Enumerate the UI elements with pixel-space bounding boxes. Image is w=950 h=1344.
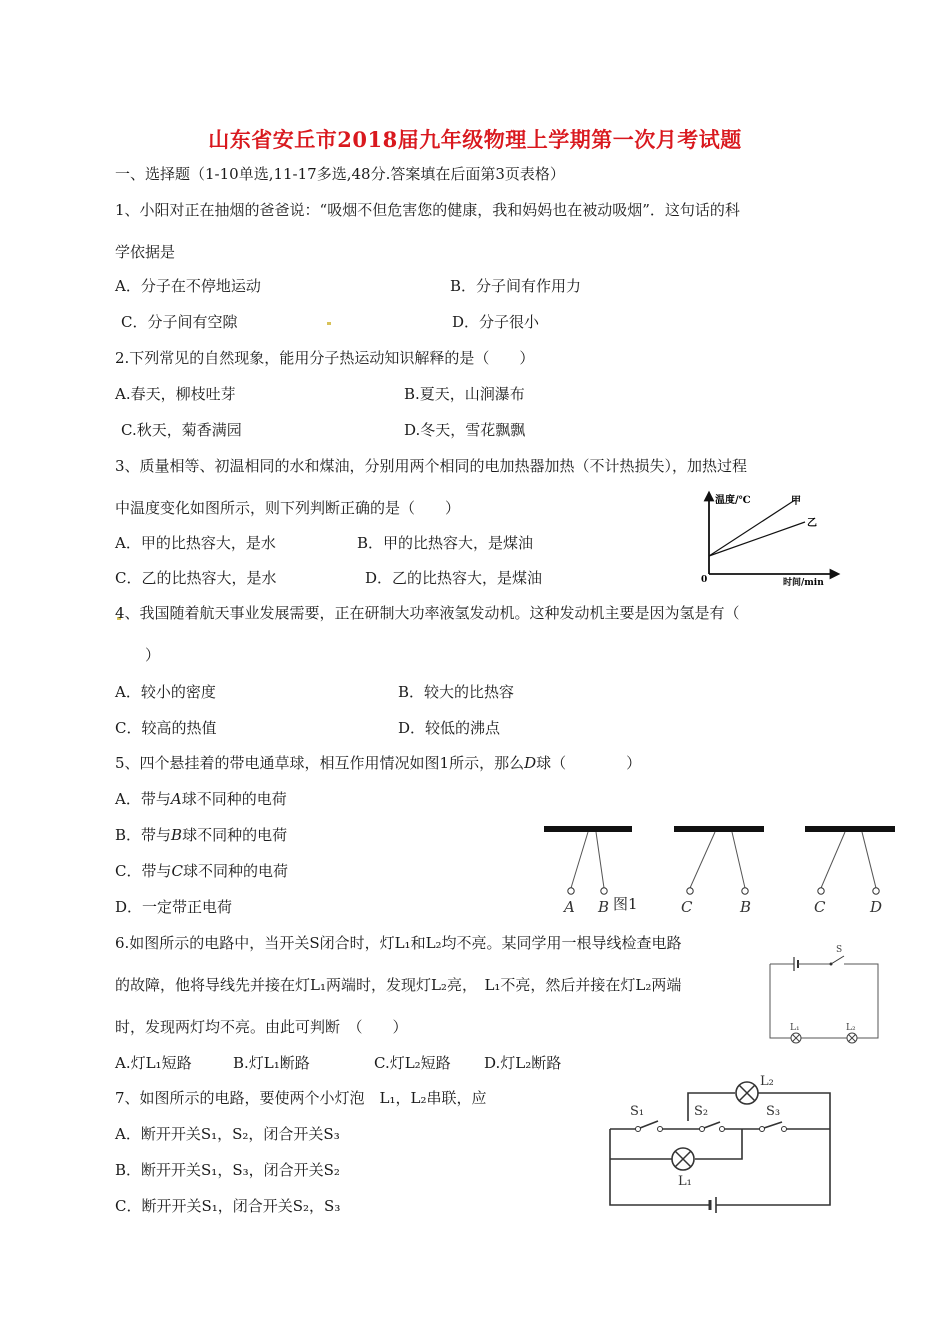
lamp1-label: L₁ <box>790 1023 800 1033</box>
switch-s1-icon <box>658 1127 663 1132</box>
q3-option-c: C．乙的比热容大，是水 <box>115 569 277 587</box>
q5-c-var: C <box>171 862 183 880</box>
q6-stem-line1: 6.如图所示的电路中，当开关S闭合时，灯L₁和L₂均不亮。某同学用一根导线检查电路 <box>115 934 682 952</box>
q1-option-b: B．分子间有作用力 <box>450 277 582 295</box>
q6-option-a: A.灯L₁短路 <box>115 1054 192 1072</box>
q5-stem-var: D <box>524 754 537 772</box>
ball-label: D <box>870 898 883 916</box>
figure-caption: 图1 <box>613 895 638 913</box>
q2-option-b: B.夏天，山涧瀑布 <box>404 385 525 403</box>
switch-s1-icon <box>640 1121 658 1128</box>
q6-option-c: C.灯L₂短路 <box>374 1054 451 1072</box>
ball-a <box>568 888 574 894</box>
switch-s3-label: S₃ <box>766 1104 781 1119</box>
line-jia <box>709 500 795 556</box>
switch-s1-label: S₁ <box>630 1104 645 1119</box>
ball-b <box>601 888 607 894</box>
ball-b <box>742 888 748 894</box>
q5-a-post: 球不同种的电荷 <box>181 790 287 808</box>
speck <box>327 322 331 325</box>
q5-b-var: B <box>171 826 183 844</box>
ball-label: B <box>598 898 610 916</box>
q1-option-a: A．分子在不停地运动 <box>115 277 261 295</box>
q3-option-a: A．甲的比热容大，是水 <box>115 534 276 552</box>
ball-label: B <box>740 898 752 916</box>
line-jia-label: 甲 <box>791 496 801 507</box>
ball-label: A <box>564 898 575 916</box>
q1-option-d: D．分子很小 <box>452 313 540 331</box>
q4-stem-line2: ） <box>145 646 161 664</box>
q5-b-pre: B．带与 <box>115 826 172 844</box>
q1-stem-line1: 1、小阳对正在抽烟的爸爸说：“吸烟不但危害您的健康，我和妈妈也在被动吸烟”．这句话的科 <box>115 201 740 219</box>
section-heading: 一、选择题（1-10单选,11-17多选,48分.答案填在后面第3页表格） <box>115 165 565 183</box>
q6-option-d: D.灯L₂断路 <box>484 1054 562 1072</box>
q5-c-pre: C．带与 <box>115 862 172 880</box>
ball-label: C <box>681 898 693 916</box>
thread <box>821 832 845 888</box>
wire <box>695 1129 742 1159</box>
y-axis-label: 温度/℃ <box>715 495 751 506</box>
x-axis-label: 时间/min <box>783 578 824 588</box>
q5-stem-pre: 5、四个悬挂着的带电通草球，相互作用情况如图1所示，那么 <box>115 754 525 772</box>
q3-stem-line1: 3、质量相等、初温相同的水和煤油，分别用两个相同的电加热器加热（不计热损失），加热过程 <box>115 457 748 475</box>
q5-option-d: D．一定带正电荷 <box>115 898 233 916</box>
q2-option-a: A.春天，柳枝吐芽 <box>115 385 236 403</box>
q4-option-c: C．较高的热值 <box>115 719 217 737</box>
q2-option-d: D.冬天，雪花飘飘 <box>404 421 526 439</box>
switch-s3-icon <box>782 1127 787 1132</box>
thread <box>596 832 604 888</box>
page-title: 山东省安丘市2018届九年级物理上学期第一次月考试题 <box>208 127 742 152</box>
origin-label: 0 <box>701 575 708 585</box>
q7-circuit-diagram <box>600 1063 840 1213</box>
q3-option-d: D．乙的比热容大，是煤油 <box>365 569 543 587</box>
q5-c-post: 球不同种的电荷 <box>182 862 288 880</box>
switch-s2-icon <box>704 1122 720 1128</box>
q5-option-a <box>115 789 287 809</box>
switch-label: S <box>836 945 843 955</box>
q5-b-post: 球不同种的电荷 <box>182 826 288 844</box>
support-bar <box>805 826 895 832</box>
q6-circuit-diagram <box>760 940 885 1050</box>
line-yi-label: 乙 <box>807 518 817 529</box>
thread <box>690 832 715 888</box>
q3-option-b: B．甲的比热容大，是煤油 <box>357 534 534 552</box>
temperature-time-graph <box>695 488 845 588</box>
switch-s2-icon <box>720 1127 725 1132</box>
support-bar <box>674 826 764 832</box>
q7-option-c: C．断开开关S₁，闭合开关S₂，S₃ <box>115 1197 341 1215</box>
q5-a-pre: A．带与 <box>115 790 171 808</box>
q4-option-d: D．较低的沸点 <box>398 719 501 737</box>
line-yi <box>709 522 805 556</box>
q4-stem-line1: 4、我国随着航天事业发展需要，正在研制大功率液氢发动机。这种发动机主要是因为氢是有（ <box>115 604 740 622</box>
q7-option-b: B．断开开关S₁，S₃，闭合开关S₂ <box>115 1161 340 1179</box>
q7-stem: 7、如图所示的电路，要使两个小灯泡 L₁，L₂串联，应 <box>115 1089 487 1107</box>
q1-option-c: C．分子间有空隙 <box>121 313 238 331</box>
q6-option-b: B.灯L₁断路 <box>233 1054 310 1072</box>
thread <box>571 832 588 888</box>
q5-option-c <box>115 861 288 881</box>
ball-label: C <box>814 898 826 916</box>
wire <box>610 1129 710 1205</box>
q5-stem-post: 球（ ） <box>536 754 642 772</box>
lamp1-label: L₁ <box>678 1174 692 1189</box>
q2-stem: 2.下列常见的自然现象，能用分子热运动知识解释的是（ ） <box>115 349 535 367</box>
thread <box>862 832 876 888</box>
ball-c <box>687 888 693 894</box>
switch-s3-icon <box>760 1127 765 1132</box>
q4-option-b: B．较大的比热容 <box>398 683 515 701</box>
q5-a-var: A <box>170 790 182 808</box>
q5-option-b <box>115 825 287 845</box>
ball-d <box>873 888 879 894</box>
ball-c <box>818 888 824 894</box>
thread <box>732 832 745 888</box>
q5-stem <box>115 753 641 773</box>
lamp2-label: L₂ <box>760 1074 774 1089</box>
q3-stem-line2: 中温度变化如图所示，则下列判断正确的是（ ） <box>115 499 461 517</box>
hanging-balls-figure <box>540 820 900 920</box>
wire <box>770 964 878 1038</box>
switch-s2-label: S₂ <box>694 1104 709 1119</box>
lamp2-label: L₂ <box>846 1023 856 1033</box>
q2-option-c: C.秋天，菊香满园 <box>121 421 242 439</box>
switch-icon <box>831 956 844 964</box>
q6-stem-line2: 的故障，他将导线先并接在灯L₁两端时，发现灯L₂亮， L₁不亮，然后并接在灯L₂两端 <box>115 976 682 994</box>
q7-option-a: A．断开开关S₁，S₂，闭合开关S₃ <box>115 1125 340 1143</box>
support-bar <box>544 826 632 832</box>
switch-s3-icon <box>764 1122 782 1128</box>
q4-option-a: A．较小的密度 <box>115 683 216 701</box>
q6-stem-line3: 时，发现两灯均不亮。由此可判断 （ ） <box>115 1018 408 1036</box>
q1-stem-line2: 学依据是 <box>115 243 176 261</box>
